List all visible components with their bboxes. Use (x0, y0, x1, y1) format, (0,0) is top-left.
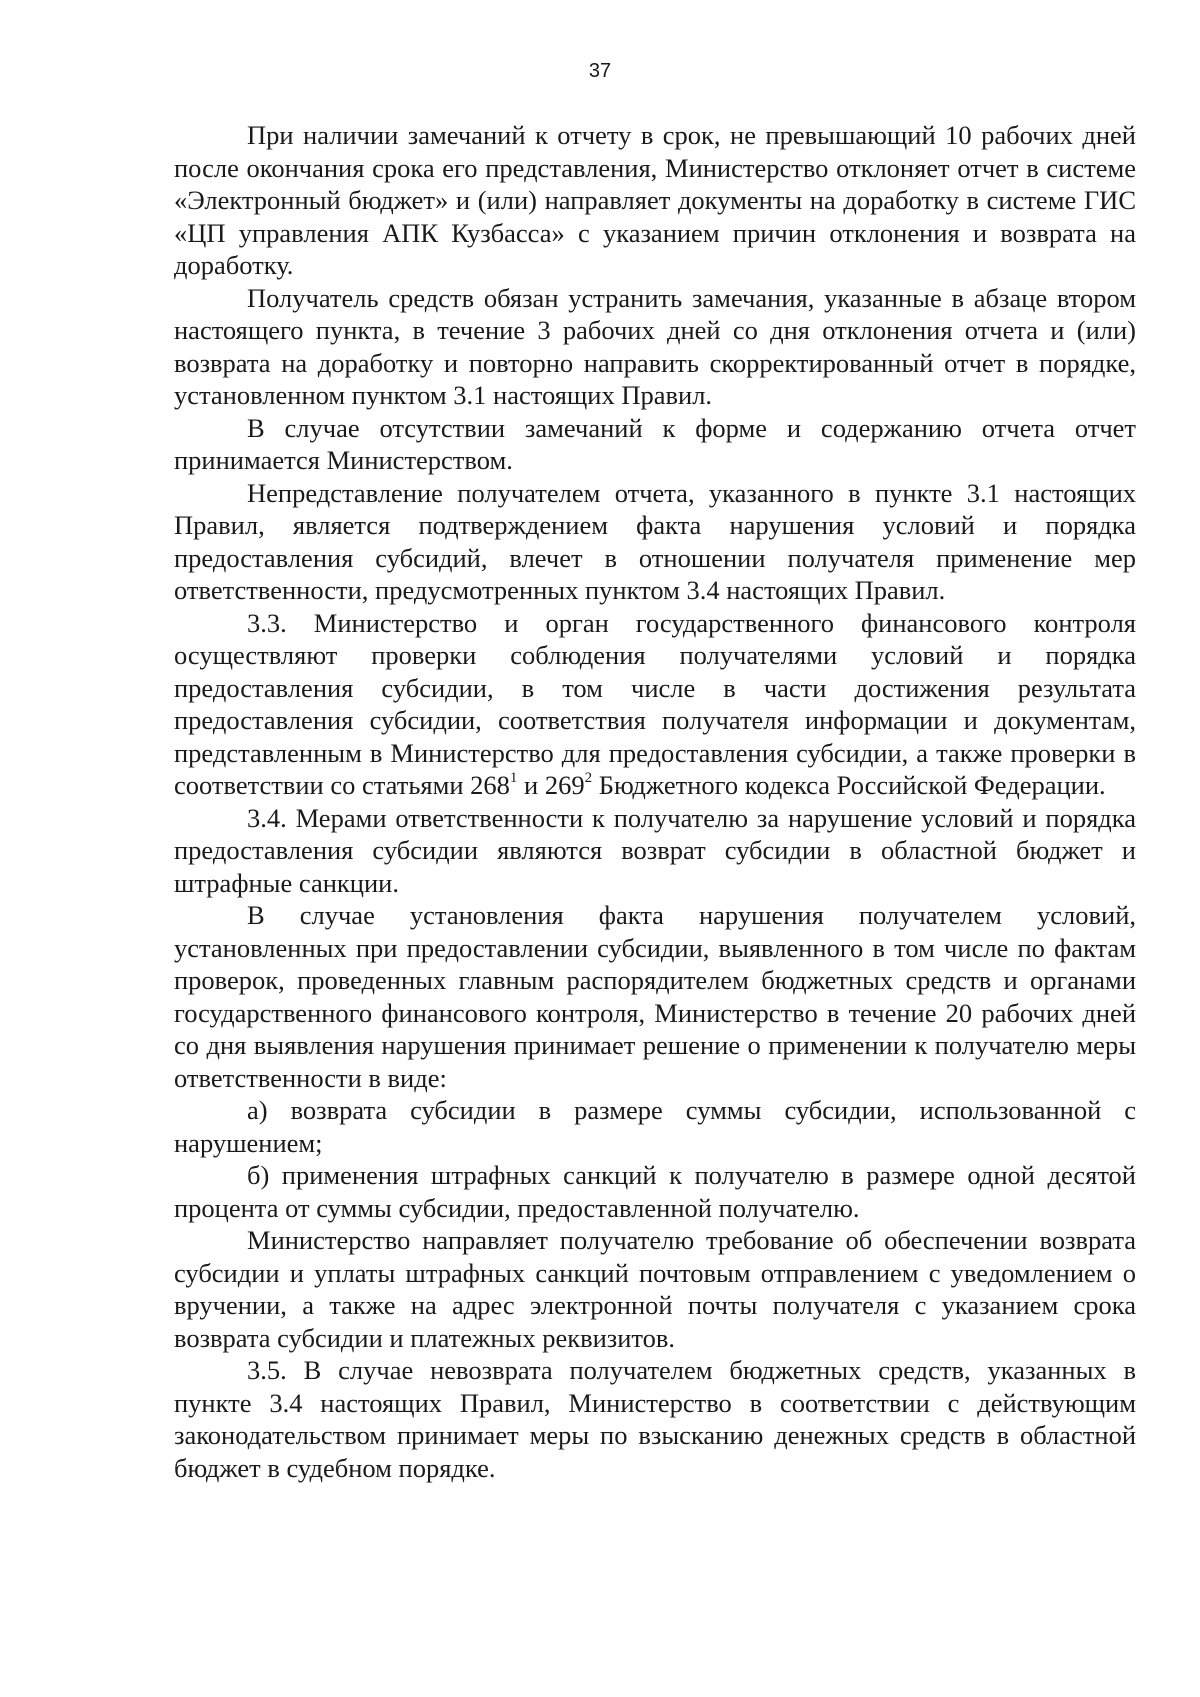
superscript-269: 2 (584, 770, 593, 787)
superscript-268: 1 (509, 770, 518, 787)
paragraph-report-acceptance: В случае отсутствии замечаний к форме и содержанию отчета отчет принимается Министерством. (174, 412, 1136, 475)
paragraph-3-3-text-2: и 269 (517, 770, 585, 800)
paragraph-item-b: б) применения штрафных санкций к получателю в размере одной десятой процента от суммы субсидии, предоставленной получателю. (174, 1160, 1136, 1223)
paragraph-3-3-text-3: Бюджетного кодекса Российской Федерации. (592, 770, 1106, 800)
paragraph-3-5-recovery: 3.5. В случае невозврата получателем бюджетных средств, указанных в пункте 3.4 настоящих Правил, Министерство в соответствии с действующим законодательством принимает меры по взысканию денежных средств в областной бюджет в судебном порядке. (174, 1355, 1136, 1483)
paragraph-report-remarks: При наличии замечаний к отчету в срок, не превышающий 10 рабочих дней после окончания срока его представления, Министерство отклоняет отчет в системе «Электронный бюджет» и (или) направляет документы на доработку в системе ГИС «ЦП управления АПК Кузбасса» с указанием причин отклонения и возврата на доработку. (174, 120, 1136, 280)
paragraph-non-submission: Непредставление получателем отчета, указанного в пункте 3.1 настоящих Правил, является подтверждением факта нарушения условий и порядка предоставления субсидий, влечет в отношении получателя применение мер ответственности, предусмотренных пунктом 3.4 настоящих Правил. (174, 477, 1136, 605)
paragraph-3-3-text-1: 3.3. Министерство и орган государственного финансового контроля осуществляют проверки соблюдения получателями условий и порядка предоставления субсидии, в том числе в части достижения результата предоставления субсидии, соответствия получателя информации и документам, представленным в Министерство для предоставления субсидии, а также проверки в соответствии со статьями 268 (174, 607, 1136, 800)
document-body (174, 119, 1136, 1484)
page-number: 37 (588, 60, 612, 82)
paragraph-violation-decision: В случае установления факта нарушения получателем условий, установленных при предоставлении субсидии, выявленного в том числе по фактам проверок, проведенных главным распорядителем бюджетных средств и органами государственного финансового контроля, Министерство в течение 20 рабочих дней со дня выявления нарушения принимает решение о применении к получателю меры ответственности в виде: (174, 900, 1136, 1093)
paragraph-3-4-liability: 3.4. Мерами ответственности к получателю за нарушение условий и порядка предоставления субсидии являются возврат субсидии в областной бюджет и штрафные санкции. (174, 802, 1136, 898)
paragraph-requirement-notice: Министерство направляет получателю требование об обеспечении возврата субсидии и уплаты штрафных санкций почтовым отправлением с уведомлением о вручении, а также на адрес электронной почты получателя с указанием срока возврата субсидии и платежных реквизитов. (174, 1225, 1136, 1353)
paragraph-recipient-obligation: Получатель средств обязан устранить замечания, указанные в абзаце втором настоящего пункта, в течение 3 рабочих дней со дня отклонения отчета и (или) возврата на доработку и повторно направить скорректированный отчет в порядке, установленном пунктом 3.1 настоящих Правил. (174, 282, 1136, 410)
paragraph-item-a: а) возврата субсидии в размере суммы субсидии, использованной с нарушением; (174, 1095, 1136, 1158)
paragraph-3-3-inspections (174, 607, 1136, 802)
